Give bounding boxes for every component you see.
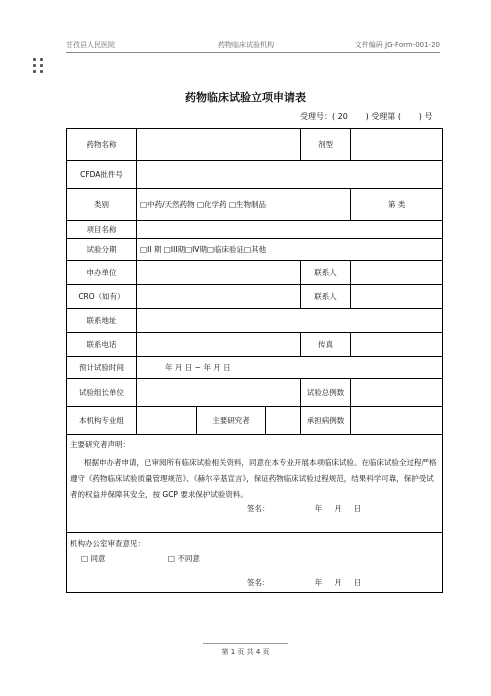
- cro-contact-label: 联系人: [301, 285, 351, 309]
- contact-label: 联系人: [301, 261, 351, 285]
- leader-unit-field[interactable]: [137, 379, 301, 407]
- class-label: 第 类: [351, 189, 443, 221]
- drag-handle-icon[interactable]: [33, 58, 47, 78]
- contact-field[interactable]: [351, 261, 443, 285]
- fax-label: 传真: [301, 333, 351, 357]
- cfda-field[interactable]: [137, 161, 443, 189]
- phase-label: 试验分期: [67, 239, 137, 261]
- address-field[interactable]: [137, 309, 443, 333]
- acceptance-number: 受理号：( 20 ) 受理第 ( ) 号: [300, 112, 433, 121]
- project-name-label: 项目名称: [67, 221, 137, 239]
- header-hospital: 甘孜县人民医院: [66, 41, 115, 49]
- statement-heading: 主要研究者声明：: [70, 440, 130, 449]
- header-doc-number: 文件编码 JG-Form-001-20: [354, 41, 440, 49]
- review-options: [81, 553, 260, 564]
- header-department: 药物临床试验机构: [218, 41, 274, 49]
- planned-time-label: 预计试验时间: [67, 357, 137, 379]
- office-review: [67, 533, 443, 593]
- drug-name-label: 药物名称: [67, 129, 137, 161]
- pi-field[interactable]: [266, 407, 301, 435]
- assigned-cases-field[interactable]: [351, 407, 443, 435]
- planned-time-field[interactable]: 年 月 日 ~ 年 月 日: [137, 357, 443, 379]
- office-signature[interactable]: 签名： 年 月 日: [247, 578, 362, 587]
- investigator-statement: [67, 435, 443, 533]
- address-label: 联系地址: [67, 309, 137, 333]
- category-label: 类别: [67, 189, 137, 221]
- dosage-form-label: 剂型: [301, 129, 351, 161]
- dept-label: 本机构专业组: [67, 407, 137, 435]
- phone-label: 联系电话: [67, 333, 137, 357]
- cro-contact-field[interactable]: [351, 285, 443, 309]
- dept-field[interactable]: [137, 407, 197, 435]
- disagree-checkbox[interactable]: □ 不同意: [167, 554, 200, 563]
- sponsor-field[interactable]: [137, 261, 301, 285]
- cfda-label: CFDA批件号: [67, 161, 137, 189]
- statement-text: 根据申办者申请，已审阅所有临床试验相关资料，同意在本专业开展本项临床试验。在临床试验全过程严格遵守《药物临床试验质量管理规范》、《赫尔辛基宣言》，保证药物临床试验过程规范，结果科学可靠，保护受试者的权益并保障其安全，按 GCP 要求保护试验资料。: [70, 458, 437, 499]
- page-header: [66, 40, 440, 53]
- total-cases-field[interactable]: [351, 379, 443, 407]
- phone-field[interactable]: [137, 333, 301, 357]
- fax-field[interactable]: [351, 333, 443, 357]
- form-title: 药物临床试验立项申请表: [185, 91, 306, 104]
- pi-label: 主要研究者: [197, 407, 266, 435]
- cro-field[interactable]: [137, 285, 301, 309]
- sponsor-label: 申办单位: [67, 261, 137, 285]
- project-name-field[interactable]: [137, 221, 443, 239]
- drug-name-field[interactable]: [137, 129, 301, 161]
- page-number: 第 1 页 共 4 页: [221, 648, 270, 656]
- total-cases-label: 试验总例数: [301, 379, 351, 407]
- dosage-form-field[interactable]: [351, 129, 443, 161]
- cro-label: CRO（如有）: [67, 285, 137, 309]
- assigned-cases-label: 承担病例数: [301, 407, 351, 435]
- application-form: [66, 128, 443, 593]
- phase-options[interactable]: □II 期 □III期□IV期□临床验证□其他: [137, 239, 443, 261]
- category-options[interactable]: □中药/天然药物 □化学药 □生物制品: [137, 189, 351, 221]
- footer-divider: [203, 643, 288, 644]
- statement-signature[interactable]: 签名： 年 月 日: [247, 504, 362, 513]
- leader-unit-label: 试验组长单位: [67, 379, 137, 407]
- office-review-heading: 机构办公室审查意见：: [70, 539, 145, 548]
- agree-checkbox[interactable]: □ 同意: [81, 554, 106, 563]
